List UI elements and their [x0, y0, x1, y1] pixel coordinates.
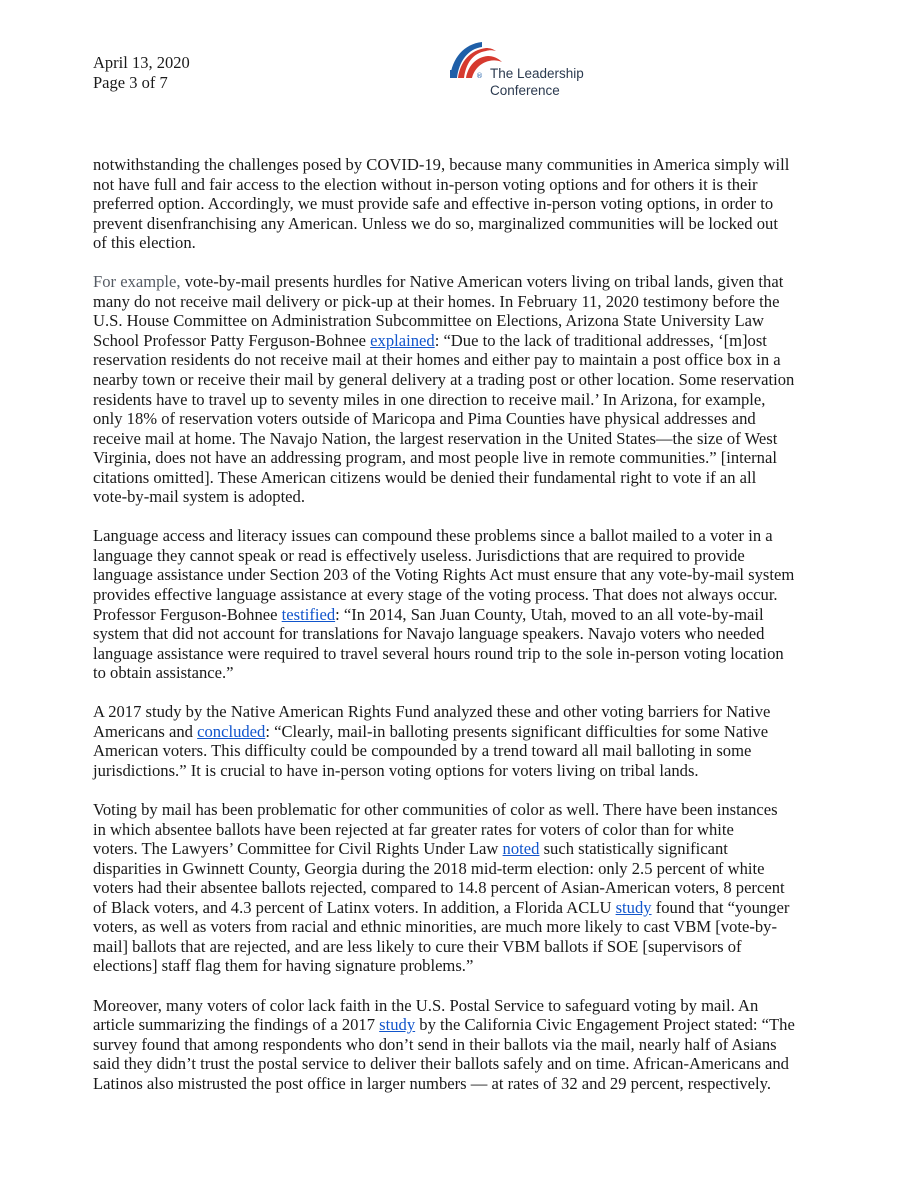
- text-line: [93, 839, 835, 859]
- text-line: residents have to travel up to seventy miles in one direction to receive mail.’ In Arizona, for example,: [93, 389, 766, 409]
- text-line: preferred option. Accordingly, we must provide safe and effective in-person voting options, in order to: [93, 194, 774, 214]
- explained-link[interactable]: explained: [370, 330, 435, 350]
- text-run: found that “younger: [651, 897, 790, 917]
- text-run: article summarizing the findings of a 2017: [93, 1015, 380, 1035]
- text-run: such statistically significant: [539, 839, 728, 859]
- text-line: of this election.: [93, 233, 196, 253]
- text-line: voters, as well as voters from racial and ethnic minorities, are much more likely to cast VBM [vote-by-: [93, 917, 777, 937]
- text-line: prevent disenfranchising any American. Unless we do so, marginalized communities will be locked out: [93, 213, 778, 233]
- text-line: notwithstanding the challenges posed by COVID-19, because many communities in America simply will: [93, 155, 790, 174]
- text-line: only 18% of reservation voters outside of Maricopa and Pima Counties have physical addresses and: [93, 409, 756, 429]
- aclu-study-link[interactable]: study: [615, 897, 652, 917]
- text-line: receive mail at home. The Navajo Nation, the largest reservation in the United States—the size of West: [93, 428, 778, 448]
- text-line: to obtain assistance.”: [93, 663, 234, 683]
- text-line: reservation residents do not receive mail at their homes and either pay to maintain a post office box in a: [93, 350, 781, 370]
- text-line: U.S. House Committee on Administration Subcommittee on Elections, Arizona State University Law: [93, 311, 765, 331]
- text-line: A 2017 study by the Native American Rights Fund analyzed these and other voting barriers for Native: [93, 702, 771, 722]
- logo-text: [490, 66, 584, 99]
- text-line: disparities in Gwinnett County, Georgia during the 2018 mid-term election: only 2.5 percent of white: [93, 858, 765, 878]
- text-line: American voters. This difficulty could be compounded by a trend toward all mail balloting in some: [93, 741, 752, 761]
- text-run: Professor Ferguson-Bohnee: [93, 604, 282, 624]
- ccep-study-link[interactable]: study: [379, 1015, 416, 1035]
- text-line: jurisdictions.” It is crucial to have in-person voting options for voters living on tribal lands.: [93, 760, 699, 780]
- logo-line-1: The Leadership: [490, 66, 584, 81]
- text-line: not have full and fair access to the election without in-person voting options and for others it is their: [93, 174, 758, 194]
- logo-registered-mark: ®: [476, 72, 483, 80]
- text-run: voters. The Lawyers’ Committee for Civil Rights Under Law: [93, 839, 503, 859]
- paragraph-native-american-voters: [93, 272, 835, 507]
- paragraph-narf-study: [93, 702, 835, 780]
- text-line: language they cannot speak or read is effectively useless. Jurisdictions that are required to provide: [93, 545, 745, 565]
- text-line: Voting by mail has been problematic for other communities of color as well. There have been instances: [93, 800, 778, 820]
- paragraph-covid-in-person: [93, 155, 835, 253]
- text-line: [93, 605, 835, 625]
- text-line: language assistance were required to travel several hours round trip to the sole in-person voting location: [93, 643, 784, 663]
- logo-line-2: Conference: [490, 82, 560, 98]
- text-line: in which absentee ballots have been rejected at far greater rates for voters of color than for white: [93, 819, 734, 839]
- text-line: system that did not account for translations for Navajo language speakers. Navajo voters who needed: [93, 624, 765, 644]
- text-line: vote-by-mail system is adopted.: [93, 487, 305, 507]
- leadership-conference-logo: [436, 30, 606, 102]
- text-line: Latinos also mistrusted the post office in larger numbers — at rates of 32 and 29 percent, respectively.: [93, 1073, 772, 1093]
- noted-link[interactable]: noted: [502, 839, 540, 859]
- text-line: provides effective language assistance at every stage of the voting process. That does not always occur.: [93, 585, 778, 605]
- text-line: Moreover, many voters of color lack faith in the U.S. Postal Service to safeguard voting by mail. An: [93, 995, 759, 1015]
- text-run: Americans and: [93, 721, 198, 741]
- text-line: Virginia, does not have an addressing program, and most people live in remote communities.” [internal: [93, 448, 777, 468]
- text-run: : “Clearly, mail-in balloting presents significant difficulties for some Native: [265, 721, 769, 741]
- paragraph-communities-of-color: [93, 800, 835, 976]
- text-line: mail] ballots that are rejected, and are less likely to cure their VBM ballots if SOE [supervisors of: [93, 936, 742, 956]
- text-line: [93, 272, 835, 292]
- concluded-link[interactable]: concluded: [197, 721, 266, 741]
- logo-blue-stem: [450, 70, 457, 78]
- text-line: elections] staff flag them for having signature problems.”: [93, 956, 474, 976]
- text-line: language assistance under Section 203 of the Voting Rights Act must ensure that any vote-by-mail system: [93, 565, 795, 585]
- page-number: Page 3 of 7: [93, 73, 168, 92]
- text-run: School Professor Patty Ferguson-Bohnee: [93, 330, 371, 350]
- text-line: survey found that among respondents who don’t send in their ballots via the mail, nearly half of Asians: [93, 1034, 777, 1054]
- text-line: [93, 1015, 835, 1035]
- text-run: by the California Civic Engagement Project stated: “The: [415, 1015, 795, 1035]
- text-line: citations omitted]. These American citizens would be denied their fundamental right to vote if an all: [93, 467, 757, 487]
- paragraph-language-access: [93, 526, 835, 682]
- text-line: many do not receive mail delivery or pick-up at their homes. In February 11, 2020 testimony before the: [93, 291, 780, 311]
- paragraph-postal-service-trust: [93, 996, 835, 1094]
- text-line: Language access and literacy issues can compound these problems since a ballot mailed to a voter in a: [93, 526, 773, 546]
- letter-body: [93, 155, 835, 1113]
- text-line: [93, 898, 835, 918]
- text-line: nearby town or receive their mail by general delivery at a trading post or other location. Some reservation: [93, 370, 795, 390]
- text-run: : “Due to the lack of traditional addresses, ‘[m]ost: [434, 330, 767, 350]
- text-line: [93, 331, 835, 351]
- text-run: of Black voters, and 4.3 percent of Latinx voters. In addition, a Florida ACLU: [93, 897, 616, 917]
- text-line: said they didn’t trust the postal service to deliver their ballots safely and on time. African-Americans and: [93, 1054, 789, 1074]
- text-line: voters had their absentee ballots rejected, compared to 14.8 percent of Asian-American voters, 8 percent: [93, 878, 785, 898]
- text-run: : “In 2014, San Juan County, Utah, moved to an all vote-by-mail: [335, 604, 764, 624]
- text-run: vote-by-mail presents hurdles for Native American voters living on tribal lands, given that: [180, 272, 784, 292]
- text-line: [93, 722, 835, 742]
- text-run: For example,: [93, 272, 181, 292]
- page-header-meta: [93, 53, 190, 93]
- letter-date: April 13, 2020: [93, 53, 190, 72]
- testified-link[interactable]: testified: [281, 604, 336, 624]
